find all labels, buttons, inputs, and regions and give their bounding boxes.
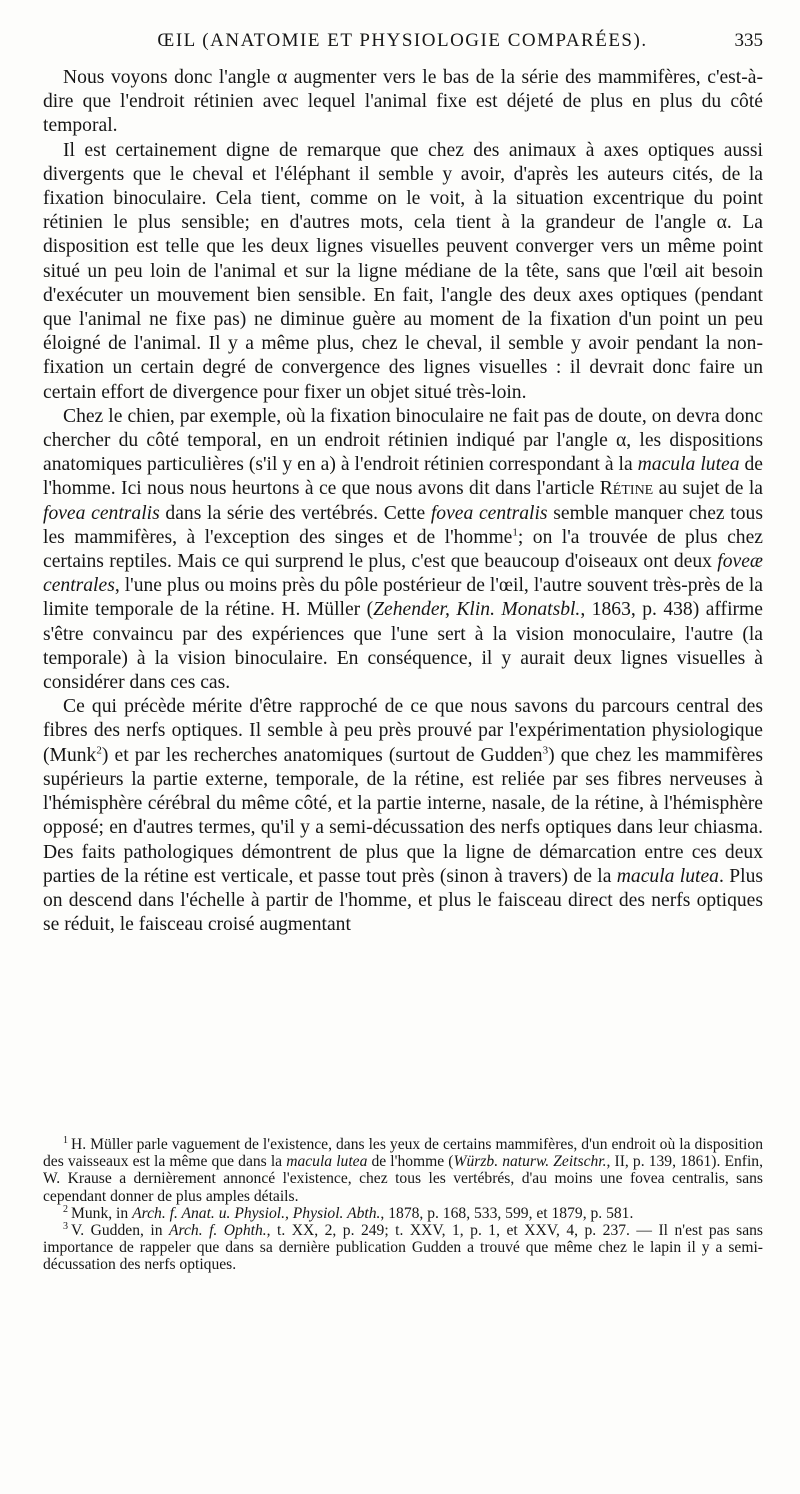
- footnote-mark: 2: [63, 1203, 68, 1215]
- text-run: , 1878, p. 168, 533, 599, et 1879, p. 581.: [380, 1204, 634, 1222]
- paragraph-4: [43, 695, 763, 937]
- footnote-2: [43, 1205, 763, 1222]
- footnotes: [43, 1136, 763, 1274]
- text-run: , l'une plus ou moins près du pôle postérieur de l'œil, l'autre souvent très-près de la limite temporale de la rétine. H. Müller (: [43, 575, 763, 621]
- paragraph-2: Il est certainement digne de remarque que chez des animaux à axes optiques aussi divergents que le cheval et l'éléphant il semble y avoir, d'après les auteurs cités, de la fixation binoculaire. Cela tient, comme on le voit, à la situation excentrique du point rétinien le plus sensible; en d'autres mots, cela tient à la grandeur de l'angle α. La disposition est telle que les deux lignes visuelles peuvent converger vers un même point situé un peu loin de l'animal et sur la ligne médiane de la tête, sans que l'œil ait besoin d'exécuter un mouvement bien sensible. En fait, l'angle des deux axes optiques (pendant que l'animal ne fixe pas) ne diminue guère au moment de la fixation d'un point un peu éloigné de l'animal. Il y a même plus, chez le cheval, il semble y avoir pendant la non-fixation un certain degré de convergence des lignes visuelles : il devrait donc faire un certain effort de divergence pour fixer un objet situé très-loin.: [43, 139, 763, 403]
- page-number: 335: [734, 30, 763, 51]
- footnote-reference-2: 2: [96, 744, 102, 757]
- text-run: ) et par les recherches anatomiques (surtout de Gudden: [101, 744, 543, 766]
- text-run: H. Müller parle vaguement de l'existence, dans les yeux de certains mammifères, d'un endroit où la disposition des vaisseaux est la même que dans la: [43, 1136, 763, 1171]
- italic-term: macula lutea: [286, 1153, 368, 1171]
- citation-source: Zehender, Klin. Monatsbl.: [373, 599, 581, 621]
- text-run: Chez le chien, par exemple, où la fixation binoculaire ne fait pas de doute, on devra donc chercher du côté temporal, en un endroit rétinien indiqué par l'angle α, les dispositions anatomiques particulières (s'il y en a) à l'endroit rétinien correspondant à la: [43, 405, 763, 476]
- footnote-1: [43, 1136, 763, 1205]
- paragraph-3: [43, 405, 763, 695]
- footnote-reference-1: 1: [512, 526, 518, 539]
- bottom-margin: [40, 1360, 765, 1460]
- main-text: [43, 66, 763, 937]
- italic-term: macula lutea: [616, 865, 719, 887]
- footnote-reference-3: 3: [542, 744, 549, 757]
- text-run: au sujet de la: [653, 478, 763, 500]
- text-run: , 1863, p. 438) affirme s'être convaincu par des expériences que l'une sert à la vision monoculaire, l'autre (la temporale) à la vision binoculaire. En conséquence, il y aurait deux lignes visuelles à considérer dans ces cas.: [43, 599, 763, 694]
- text-run: de l'homme (: [367, 1153, 454, 1171]
- footnote-mark: 1: [63, 1134, 68, 1146]
- italic-term: fovea centralis: [430, 502, 548, 524]
- citation-source: Würzb. naturw. Zeitschr.: [453, 1153, 607, 1171]
- running-title: ŒIL (ANATOMIE ET PHYSIOLOGIE COMPARÉES).: [157, 30, 648, 51]
- citation-source: Arch. f. Ophth.: [168, 1222, 267, 1240]
- paragraph-1: Nous voyons donc l'angle α augmenter vers le bas de la série des mammifères, c'est-à-dire que l'endroit rétinien avec lequel l'animal fixe est déjeté de plus en plus du côté temporal.: [43, 67, 763, 137]
- italic-term: macula lutea: [637, 454, 740, 476]
- text-run: V. Gudden, in: [71, 1222, 169, 1240]
- text-run: ) que chez les mammifères supérieurs la partie externe, temporale, de la rétine, est reliée par ses fibres nerveuses à l'hémisphère cérébral du même côté, et la partie interne, nasale, de la rétine, à l'hémisphère opposé; en d'autres termes, qu'il y a semi-décussation des nerfs optiques dans leur chiasma. Des faits pathologiques démontrent de plus que la ligne de démarcation entre ces deux parties de la rétine est verticale, et passe tout près (sinon à travers) de la: [43, 744, 763, 887]
- citation-source: Arch. f. Anat. u. Physiol., Physiol. Abth.: [132, 1204, 381, 1222]
- italic-term: fovea centralis: [43, 502, 160, 524]
- text-run: ; on l'a trouvée de plus chez certains reptiles. Mais ce qui surprend le plus, c'est que beaucoup d'oiseaux ont deux: [43, 526, 763, 573]
- text-run: . Plus on descend dans l'échelle à partir de l'homme, et plus le faisceau direct des nerfs optiques se réduit, le faisceau croisé augmentant: [43, 865, 764, 936]
- text-run: Munk, in: [71, 1204, 133, 1222]
- italic-term: foveæ centrales: [43, 551, 763, 597]
- page-header: [40, 30, 765, 60]
- text-run: , t. XX, 2, p. 249; t. XXV, 1, p. 1, et XXV, 4, p. 237. — Il n'est pas sans importance de rappeler que dans sa dernière publication Gudden a trouvé que même chez le lapin il y a semi-décussation des nerfs optiques.: [43, 1222, 763, 1274]
- text-run: dans la série des vertébrés. Cette: [159, 502, 431, 524]
- text-run: de l'homme. Ici nous nous heurtons à ce que nous avons dit dans l'article: [43, 454, 763, 500]
- footnote-3: [43, 1222, 763, 1274]
- text-run: , II, p. 139, 1861). Enfin, W. Krause a dernièrement annoncé l'existence, chez tous les vertébrés, d'au moins une fovea centralis, sans cependant donner de plus amples détails.: [43, 1153, 763, 1205]
- text-run: Ce qui précède mérite d'être rapproché de ce que nous savons du parcours central des fibres des nerfs optiques. Il semble à peu près prouvé par l'expérimentation physiologique (Munk: [43, 696, 763, 766]
- footnote-mark: 3: [63, 1220, 68, 1232]
- text-run: semble manquer chez tous les mammifères, à l'exception des singes et de l'homme: [43, 502, 763, 548]
- article-reference: Rétine: [599, 478, 654, 500]
